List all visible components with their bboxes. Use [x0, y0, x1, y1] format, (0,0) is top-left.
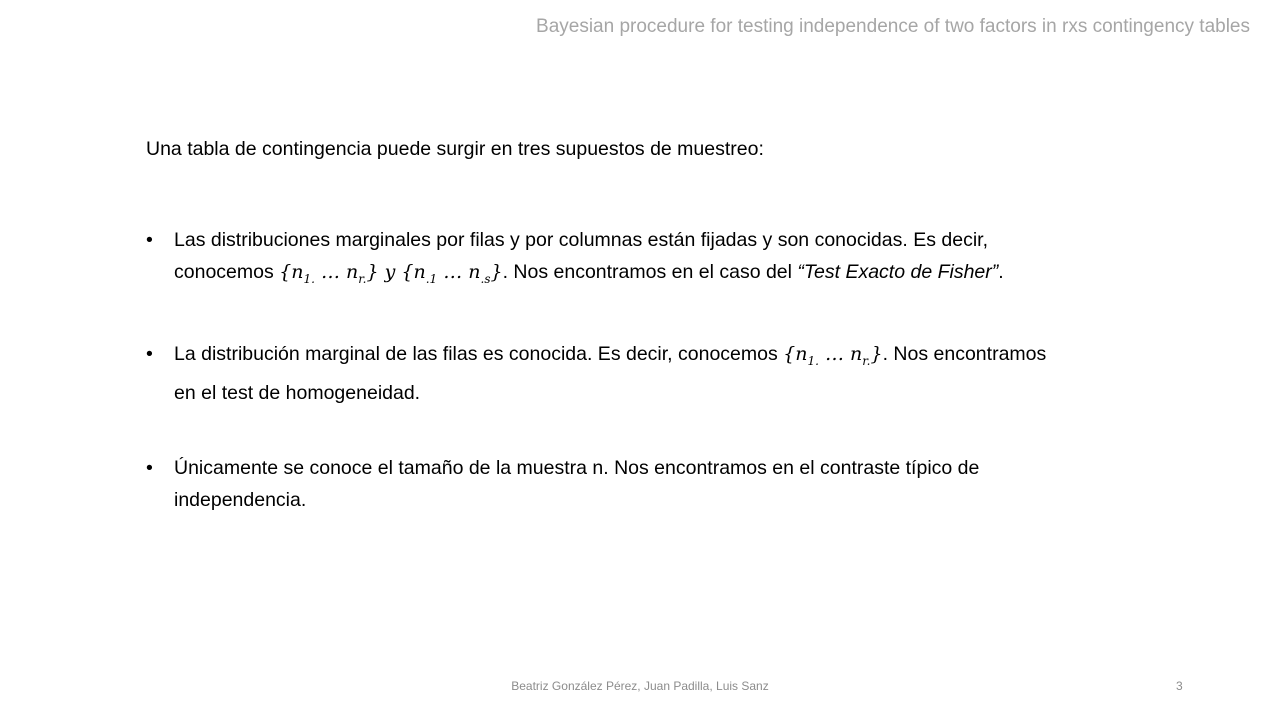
bullet-text: .: [998, 261, 1004, 283]
bullet-line: en el test de homogeneidad.: [174, 381, 421, 404]
footer-authors: Beatriz González Pérez, Juan Padilla, Luis Sanz: [511, 679, 769, 693]
page-number: 3: [1176, 679, 1183, 693]
bullet-dot: •: [146, 229, 153, 251]
intro-text: Una tabla de contingencia puede surgir en tres supuestos de muestreo:: [146, 138, 764, 160]
bullet-line: [174, 338, 1136, 377]
bullet-dot: •: [146, 457, 153, 479]
bullet-text: . Nos encontramos en el caso del: [502, 261, 798, 283]
bullet-dot: •: [146, 343, 153, 365]
bullet-line: Las distribuciones marginales por filas y por columnas están fijadas y son conocidas. Es decir,: [174, 229, 988, 251]
slide-title: Bayesian procedure for testing independence of two factors in rxs contingency tables: [536, 16, 1250, 37]
fisher-test-name: “Test Exacto de Fisher”: [797, 261, 999, 283]
bullet-text: . Nos encontramos: [882, 343, 1047, 365]
bullet-line: [174, 256, 1136, 295]
bullet-text: conocemos: [174, 261, 280, 283]
bullet-text: La distribución marginal de las filas es conocida. Es decir, conocemos: [174, 343, 784, 365]
bullet-item-independence: [146, 452, 1136, 516]
bullet-item-homogeneity: [146, 338, 1136, 409]
bullet-line: Únicamente se conoce el tamaño de la muestra n. Nos encontramos en el contraste típico de: [174, 457, 980, 479]
bullet-item-fisher: [146, 224, 1136, 295]
bullet-line: independencia.: [174, 489, 307, 511]
math-row-marginals: {$n_{1.}$ … $n_{r.}$} y {$n_{.1}$ … $n_{.s}$}: [279, 261, 503, 286]
math-row-marginals: {$n_{1.}$ … $n_{r.}$}: [783, 343, 883, 368]
